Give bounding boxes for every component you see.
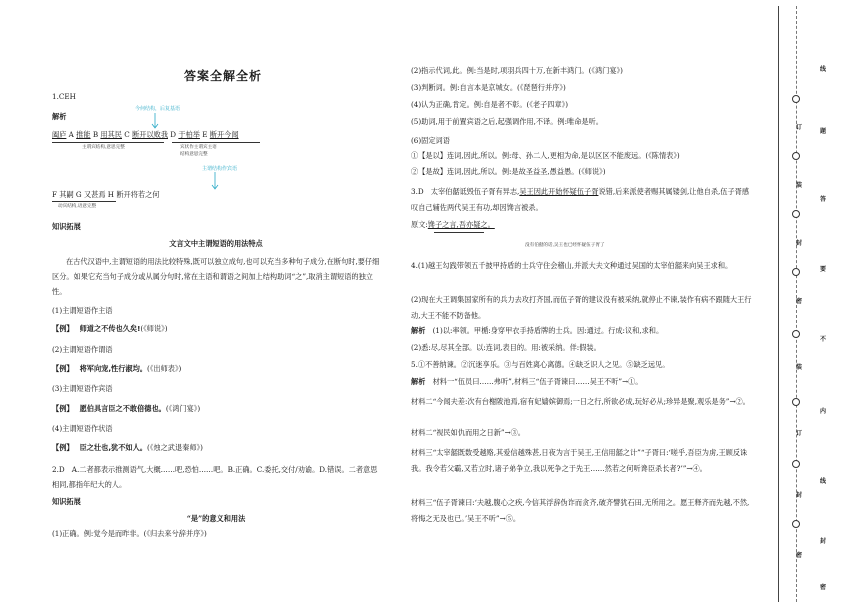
example-row <box>52 364 181 374</box>
q5-material-2: 材料二“今闻夫差:次有台榭陂池焉,宿有妃嫱嫔御焉;一日之行,所欲必成,玩好必从;珍异是聚,观乐是务”→②。 <box>411 397 750 406</box>
margin-label: 装 <box>796 364 803 371</box>
line: (4)认为正确,肯定。例:自是者不彰。(《老子四章》) <box>411 100 569 109</box>
jiexi-label: 解析 <box>411 377 426 386</box>
sent1-part-5: C <box>121 130 133 139</box>
line: (2)悉:尽,尽其全部。以:连词,表目的。用:被采纳。佯:假装。 <box>411 343 601 352</box>
answer-q5: 5.①不善纳谏。②沉迷享乐。③与百姓离心离德。④缺乏识人之见。⑤缺乏远见。 <box>411 360 670 369</box>
margin-label: 订 <box>796 430 803 437</box>
example-source: (《师说》) <box>140 324 168 333</box>
q3-text-a: 3.D 太宰伯嚭诋毁伍子胥有异志, <box>411 187 520 196</box>
sent1-part-0: 阖庐 <box>52 130 67 139</box>
example-source: (《烛之武退秦师》) <box>147 443 203 452</box>
margin-label: 装 <box>796 182 803 189</box>
margin-label: 内 <box>820 408 827 415</box>
binding-hole-icon <box>792 210 800 218</box>
example-quote: 愿伯具言臣之不敢倍德也。 <box>79 404 166 413</box>
margin-label: 封 <box>796 240 803 247</box>
line: (5)助词,用于前置宾语之后,起强调作用,不译。例:唯命是听。 <box>411 117 603 126</box>
sent1-part-10: 断开今闻 <box>209 130 239 139</box>
binding-hole-icon <box>792 330 800 338</box>
list-item: (2)主谓短语作谓语 <box>52 345 113 354</box>
example-label: 【例】 <box>52 324 74 333</box>
q4-analysis <box>411 326 663 336</box>
sent1-part-8: 于柏举 <box>178 130 200 139</box>
example-row <box>52 443 203 453</box>
line: (3)判断词。例:自言本是京城女。(《琵琶行并序》) <box>411 83 566 92</box>
binding-hole-icon <box>792 152 800 160</box>
sent1-part-2: 推能 <box>76 130 91 139</box>
q3-text-b: 说错,后来派使者赐其属镂剑,让他自杀,伍子胥感叹自己辅佐两代吴王有功,却因馋言被杀。 <box>411 187 750 212</box>
q5-analysis <box>411 377 642 387</box>
margin-label: 题 <box>820 128 827 135</box>
q3-orig-quote: 馋子之言,吾亦疑之。 <box>427 220 495 229</box>
margin-label: 订 <box>796 124 803 131</box>
annotation-arrow-icon <box>150 113 160 129</box>
bracket-line-a <box>52 142 164 143</box>
answer-q4-2: (2)现在大王调集国家所有的兵力去攻打齐国,而伍子胥的建议没有被采纳,就停止不谏,装作有病不跟随大王行动,大王不能不防备他。 <box>411 295 752 320</box>
list-item: (1)正确。例:觉今是而昨非。(《归去来兮辞并序》) <box>52 529 207 538</box>
margin-rule-solid <box>778 6 779 602</box>
sub-note-b: 宾状作主谓宾主语 <box>180 145 217 150</box>
margin-label: 封 <box>796 492 803 499</box>
section-heading: 文言文中主谓短语的用法特点 <box>169 239 263 248</box>
example-label: 【例】 <box>52 364 74 373</box>
binding-hole-icon <box>792 460 800 468</box>
q5-material-3: 材料三“太宰嚭既数受越赂,其爱信越殊甚,日夜为言于吴王,王信用嚭之计”“子胥曰:‘嗟乎,吾臣为虏,王顾反诛我。我令若父霸,又若立时,诸子弟争立,我以死争之于先王……然若之何听谗臣杀长者?’”→④。 <box>411 448 748 473</box>
annotation-cyan-a: 今何结构，后复基语 <box>135 106 181 112</box>
q5-analysis-text: 材料一“伍员曰……弗听”,材料三“伍子胥谏曰……吴王不听”→①。 <box>425 377 643 386</box>
sent1-part-7: D <box>168 130 179 139</box>
sent1-part-6: 断开以败我 <box>132 130 169 139</box>
binding-hole-icon <box>792 398 800 406</box>
bracket-line-b <box>172 142 260 143</box>
answer-q2: 2.D A.二者都表示推测语气,大概……吧,恐怕……吧。B.正确。C.委托,交付/劝谕。D.错误。二者意思相同,都指年纪大的人。 <box>52 465 378 489</box>
sub-note-a: 主谓宾结构,意思完整 <box>82 145 125 150</box>
margin-label: 要 <box>820 266 827 273</box>
binding-hole-icon <box>792 268 800 276</box>
example-source: (《鸿门宴》) <box>165 404 201 413</box>
example-quote: 臣之壮也,犹不如人。 <box>79 443 147 452</box>
margin-label: 封 <box>820 538 827 545</box>
q4-analysis-text: (1)以:率领。甲楯:身穿甲衣手持盾牌的士兵。因:通过。行成:议和,求和。 <box>425 326 664 335</box>
example-quote: 将军向宠,性行淑均。 <box>79 364 147 373</box>
section-heading: “是”的意义和用法 <box>186 514 246 523</box>
line: ①【是以】连词,因此,所以。例:母、孙二人,更相为命,是以区区不能废远。(《陈情表》) <box>411 151 680 160</box>
annotation-arrow-icon <box>210 172 220 190</box>
list-item: (4)主谓短语作状语 <box>52 424 113 433</box>
sent1-part-3: B <box>90 130 101 139</box>
knowledge-label: 知识拓展 <box>52 497 81 506</box>
q5-material-2b: 材料二“视民如仇而用之日新”→③。 <box>411 428 525 437</box>
sentence-1 <box>52 130 239 140</box>
example-source: (《出师表》) <box>147 364 182 373</box>
sent1-part-4: 用其民 <box>100 130 122 139</box>
knowledge-label: 知识拓展 <box>52 222 81 231</box>
q3-note: 没有伯嚭的话,吴王也已经怀疑伍子胥了 <box>525 243 605 248</box>
margin-label: 密 <box>796 298 803 305</box>
sent1-part-1: A <box>66 130 77 139</box>
answer-q3 <box>411 184 755 216</box>
list-item: (3)主谓短语作宾语 <box>52 384 113 393</box>
answer-q1: 1.CEH <box>52 92 76 101</box>
page-title: 答案全解全析 <box>184 69 263 83</box>
margin-label: 不 <box>820 336 827 343</box>
line: (6)固定词语 <box>411 136 450 145</box>
q5-material-3b: 材料三“伍子胥谏曰:‘夫越,腹心之疾,今信其浮辞伪诈而贪齐,破齐譬犹石田,无所用之。愿王释齐而先越,不然,将悔之无及也已。’吴王不听”→⑤。 <box>411 498 750 523</box>
example-label: 【例】 <box>52 404 74 413</box>
margin-label: 密 <box>820 584 827 591</box>
sentence-2: F 其嗣 G 又甚焉 H 断开将若之何 <box>52 190 160 199</box>
paragraph: 在古代汉语中,主谓短语的用法比较特殊,既可以独立成句,也可以充当多种句子成分,在断句时,要仔细区分。如果它充当句子成分或从属分句时,常在主语和谓语之间加上结构助词“之”,取消主谓短语的独立性。 <box>52 257 380 296</box>
jiexi-label: 解析 <box>52 112 67 121</box>
binding-hole-icon <box>792 95 800 103</box>
example-label: 【例】 <box>52 443 74 452</box>
q3-original <box>411 220 495 230</box>
binding-hole-icon <box>792 520 800 528</box>
bracket-line-d <box>434 232 484 233</box>
line: (2)指示代词,此。例:当是时,项羽兵四十万,在新丰鸿门。(《鸿门宴》) <box>411 66 623 75</box>
sub-note-c: 结构意思完整 <box>180 152 208 157</box>
example-row <box>52 324 168 334</box>
annotation-cyan-b: 主谓结构作宾语 <box>202 166 238 172</box>
sent1-part-9: E <box>199 130 210 139</box>
q3-orig-label: 原文: <box>411 220 428 229</box>
example-row <box>52 404 200 414</box>
margin-label: 线 <box>820 478 827 485</box>
line: ②【是故】连词,因此,所以。例:是故圣益圣,愚益愚。(《师说》) <box>411 167 606 176</box>
margin-label: 线 <box>820 66 827 73</box>
answer-q4-1: 4.(1)越王勾践带领五千披甲持盾的士兵守住会稽山,并派大夫文种通过吴国的太宰伯嚭来向吴王求和。 <box>411 261 733 270</box>
sub-note-d: 动宾结构,语意完整 <box>58 204 97 209</box>
margin-label: 答 <box>820 196 827 203</box>
example-quote: 师道之不传也久矣! <box>79 324 141 333</box>
list-item: (1)主谓短语作主语 <box>52 306 113 315</box>
jiexi-label: 解析 <box>411 326 426 335</box>
margin-label: 密 <box>796 552 803 559</box>
bracket-line-c <box>52 201 116 202</box>
q3-underlined: 吴王因此开始怀疑伍子胥 <box>519 187 599 196</box>
